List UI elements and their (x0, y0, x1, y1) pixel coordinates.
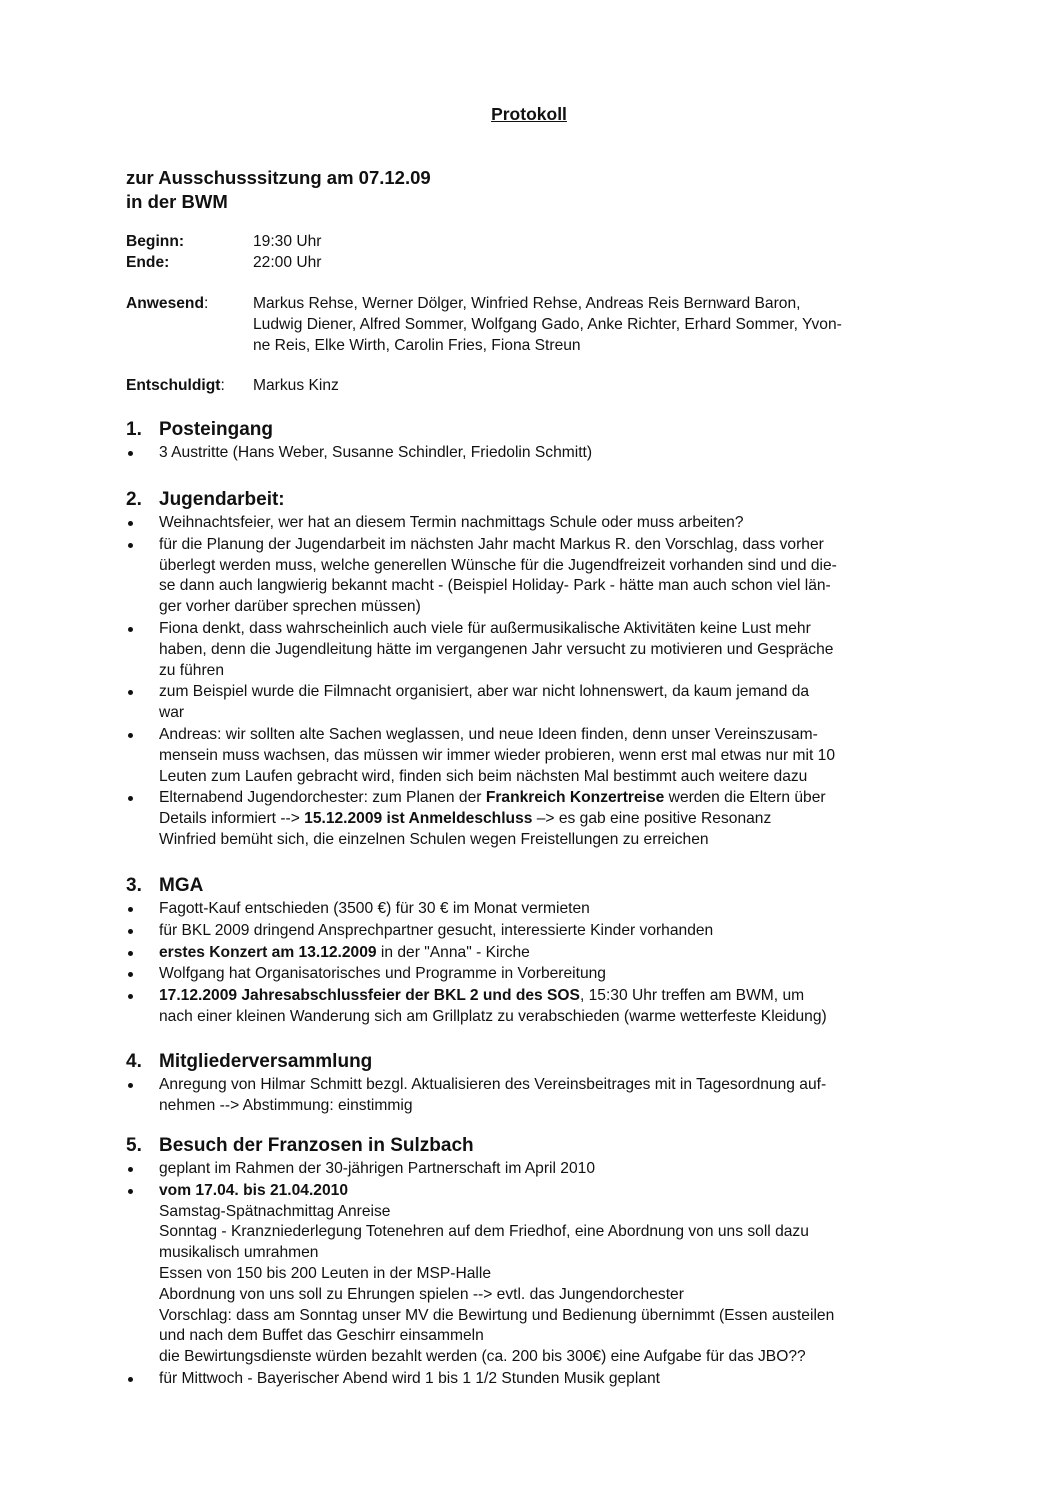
item-line (159, 1007, 936, 1028)
bullet-icon (128, 543, 133, 548)
section-title (126, 1050, 936, 1074)
text: se dann auch langwierig bekannt macht - (Beispiel Holiday- Park - hätte man auch schon viel län- (159, 577, 831, 595)
list-item (126, 986, 936, 1028)
list-item (126, 921, 936, 942)
item-line (159, 1159, 936, 1180)
item-line (159, 788, 936, 809)
bullet-icon (128, 972, 133, 977)
item-line (159, 703, 936, 724)
item-line (159, 1096, 936, 1117)
bullet-list (126, 1159, 936, 1390)
bullet-list (126, 443, 936, 464)
text: Anregung von Hilmar Schmitt bezgl. Aktualisieren des Vereinsbeitrages mit in Tagesordnung auf- (159, 1076, 827, 1093)
item-line (159, 964, 936, 985)
text: nehmen --> Abstimmung: einstimmig (159, 1096, 413, 1114)
item-line (159, 1347, 936, 1368)
text: , 15:30 Uhr treffen am BWM, um (579, 987, 805, 1005)
list-item (126, 619, 936, 681)
section-number: 5. (126, 1135, 142, 1156)
section-title (126, 418, 936, 442)
item-line (159, 556, 936, 577)
section-title (126, 1134, 936, 1158)
text: Abordnung von uns soll zu Ehrungen spielen --> evtl. das Jungendorchester (159, 1285, 684, 1303)
section-1 (126, 418, 936, 464)
section-title (126, 488, 936, 512)
page-title: Protokoll (491, 104, 567, 124)
item-line (159, 986, 936, 1007)
bullet-icon (128, 1083, 133, 1088)
text: die Bewirtungsdienste würden bezahlt werden (ca. 200 bis 300€) eine Aufgabe für das JBO?? (159, 1348, 806, 1366)
bullet-icon (128, 451, 133, 456)
text: Vorschlag: dass am Sonntag unser MV die Bewirtung und Bedienung übernimmt (Essen austeilen (159, 1306, 835, 1324)
item-line (159, 597, 936, 618)
item-line (159, 1202, 936, 1223)
section-heading: Mitgliederversammlung (159, 1051, 373, 1072)
list-item (126, 899, 936, 920)
section-3 (126, 874, 936, 1028)
list-item (126, 725, 936, 787)
item-line (159, 830, 936, 851)
text: war (159, 704, 185, 722)
bullet-icon (128, 690, 133, 695)
item-line (159, 921, 936, 942)
list-item (126, 1159, 936, 1180)
beginn-label: Beginn: (126, 233, 185, 250)
bullet-icon (128, 521, 133, 526)
text: Details informiert --> (159, 810, 305, 828)
bullet-list (126, 513, 936, 851)
text: Andreas: wir sollten alte Sachen weglassen, und neue Ideen finden, denn unser Vereinszusam- (159, 725, 818, 743)
text: überlegt werden muss, welche generellen Wünsche für die Jugendfreizeit vorhanden sind und die- (159, 556, 837, 574)
text: Samstag-Spätnachmittag Anreise (159, 1202, 391, 1220)
ende-value: 22:00 Uhr (253, 254, 322, 271)
section-number: 3. (126, 875, 142, 896)
text: Sonntag - Kranzniederlegung Totenehren auf dem Friedhof, eine Abordnung von uns soll dazu (159, 1223, 809, 1241)
list-item (126, 682, 936, 724)
bullet-icon (128, 627, 133, 632)
item-line (159, 943, 936, 964)
bullet-icon (128, 1189, 133, 1194)
bullet-list (126, 899, 936, 1028)
item-line (159, 809, 936, 830)
bold-text: 15.12.2009 ist Anmeldeschluss (304, 810, 533, 828)
text: Winfried bemüht sich, die einzelnen Schulen wegen Freistellungen zu erreichen (159, 830, 709, 848)
item-line (159, 1222, 936, 1243)
meeting-heading-line1: zur Ausschusssitzung am 07.12.09 (126, 167, 431, 188)
list-item (126, 964, 936, 985)
text: Leuten zum Laufen gebracht wird, finden sich beim nächsten Mal bestimmt auch weitere dazu (159, 767, 808, 785)
item-line (159, 535, 936, 556)
text: in der "Anna" - Kirche (376, 943, 530, 961)
text: mensein muss wachsen, das müssen wir immer wieder probieren, wenn erst mal etwas nur mit 10 (159, 746, 835, 764)
section-number: 4. (126, 1051, 142, 1072)
section-number: 2. (126, 489, 142, 510)
anwesend-line: Markus Rehse, Werner Dölger, Winfried Rehse, Andreas Reis Bernward Baron, (253, 295, 801, 312)
item-line (159, 1369, 936, 1390)
list-item (126, 943, 936, 964)
text: für Mittwoch - Bayerischer Abend wird 1 bis 1 1/2 Stunden Musik geplant (159, 1369, 660, 1387)
meeting-heading-line2: in der BWM (126, 191, 228, 212)
text: ger vorher darüber sprechen müssen) (159, 598, 421, 616)
text: –> es gab eine positive Resonanz (532, 810, 772, 828)
bold-text: 17.12.2009 Jahresabschlussfeier der BKL 2 und des SOS (159, 987, 580, 1005)
text: zu führen (159, 661, 225, 679)
text: Fiona denkt, dass wahrscheinlich auch viele für außermusikalische Aktivitäten keine Lust mehr (159, 619, 811, 637)
text: haben, denn die Jugendleitung hätte im vergangenen Jahr versucht zu motivieren und Gespräche (159, 640, 834, 658)
list-item (126, 535, 936, 618)
section-5 (126, 1134, 936, 1390)
list-item (126, 443, 936, 464)
bold-text: vom 17.04. bis 21.04.2010 (159, 1181, 348, 1199)
item-line (159, 443, 936, 464)
entschuldigt-label: Entschuldigt: (126, 377, 225, 394)
text: für die Planung der Jugendarbeit im nächsten Jahr macht Markus R. den Vorschlag, dass vorher (159, 535, 824, 553)
text: nach einer kleinen Wanderung sich am Grillplatz zu verabschieden (warme wetterfeste Kleidung) (159, 1007, 827, 1025)
item-line (159, 1264, 936, 1285)
section-heading: Jugendarbeit: (159, 489, 285, 510)
item-line (159, 767, 936, 788)
bullet-icon (128, 796, 133, 801)
item-line (159, 725, 936, 746)
item-line (159, 746, 936, 767)
bullet-icon (128, 733, 133, 738)
list-item (126, 1075, 936, 1117)
item-line (159, 682, 936, 703)
text: zum Beispiel wurde die Filmnacht organisiert, aber war nicht lohnenswert, da kaum jemand da (159, 683, 810, 701)
item-line (159, 513, 936, 534)
item-line (159, 1306, 936, 1327)
bullet-icon (128, 951, 133, 956)
text: werden die Eltern über (664, 789, 826, 807)
section-title (126, 874, 936, 898)
text: Essen von 150 bis 200 Leuten in der MSP-Halle (159, 1264, 491, 1282)
text: für BKL 2009 dringend Ansprechpartner gesucht, interessierte Kinder vorhanden (159, 921, 714, 939)
section-4 (126, 1050, 936, 1117)
item-line (159, 661, 936, 682)
section-heading: Posteingang (159, 419, 274, 440)
item-line (159, 1181, 936, 1202)
bullet-icon (128, 907, 133, 912)
list-item (126, 788, 936, 850)
item-line (159, 1326, 936, 1347)
list-item (126, 1181, 936, 1368)
item-line (159, 640, 936, 661)
item-line (159, 1075, 936, 1096)
item-line (159, 899, 936, 920)
bullet-icon (128, 994, 133, 999)
bullet-icon (128, 1377, 133, 1382)
item-line (159, 1285, 936, 1306)
entschuldigt-value: Markus Kinz (253, 377, 339, 394)
text: 3 Austritte (Hans Weber, Susanne Schindler, Friedolin Schmitt) (159, 444, 593, 461)
list-item (126, 1369, 936, 1390)
section-heading: Besuch der Franzosen in Sulzbach (159, 1135, 474, 1156)
bullet-icon (128, 929, 133, 934)
item-line (159, 1243, 936, 1264)
ende-label: Ende: (126, 254, 170, 271)
anwesend-line: ne Reis, Elke Wirth, Carolin Fries, Fiona Streun (253, 336, 581, 354)
section-heading: MGA (159, 875, 204, 896)
text: Weihnachtsfeier, wer hat an diesem Termin nachmittags Schule oder muss arbeiten? (159, 514, 744, 531)
section-2 (126, 488, 936, 851)
bullet-list (126, 1075, 936, 1117)
bold-text: erstes Konzert am 13.12.2009 (159, 943, 377, 961)
text: Fagott-Kauf entschieden (3500 €) für 30 € im Monat vermieten (159, 900, 590, 917)
text: musikalisch umrahmen (159, 1244, 319, 1262)
beginn-value: 19:30 Uhr (253, 233, 322, 250)
bold-text: Frankreich Konzertreise (485, 789, 665, 807)
bullet-icon (128, 1167, 133, 1172)
anwesend-line: Ludwig Diener, Alfred Sommer, Wolfgang Gado, Anke Richter, Erhard Sommer, Yvon- (253, 315, 842, 333)
item-line (159, 576, 936, 597)
text: Elternabend Jugendorchester: zum Planen der (159, 789, 486, 807)
section-number: 1. (126, 419, 142, 440)
text: geplant im Rahmen der 30-jährigen Partnerschaft im April 2010 (159, 1160, 595, 1177)
anwesend-list (253, 294, 933, 356)
list-item (126, 513, 936, 534)
item-line (159, 619, 936, 640)
text: und nach dem Buffet das Geschirr einsammeln (159, 1327, 484, 1345)
text: Wolfgang hat Organisatorisches und Programme in Vorbereitung (159, 965, 606, 983)
anwesend-label: Anwesend: (126, 295, 209, 312)
